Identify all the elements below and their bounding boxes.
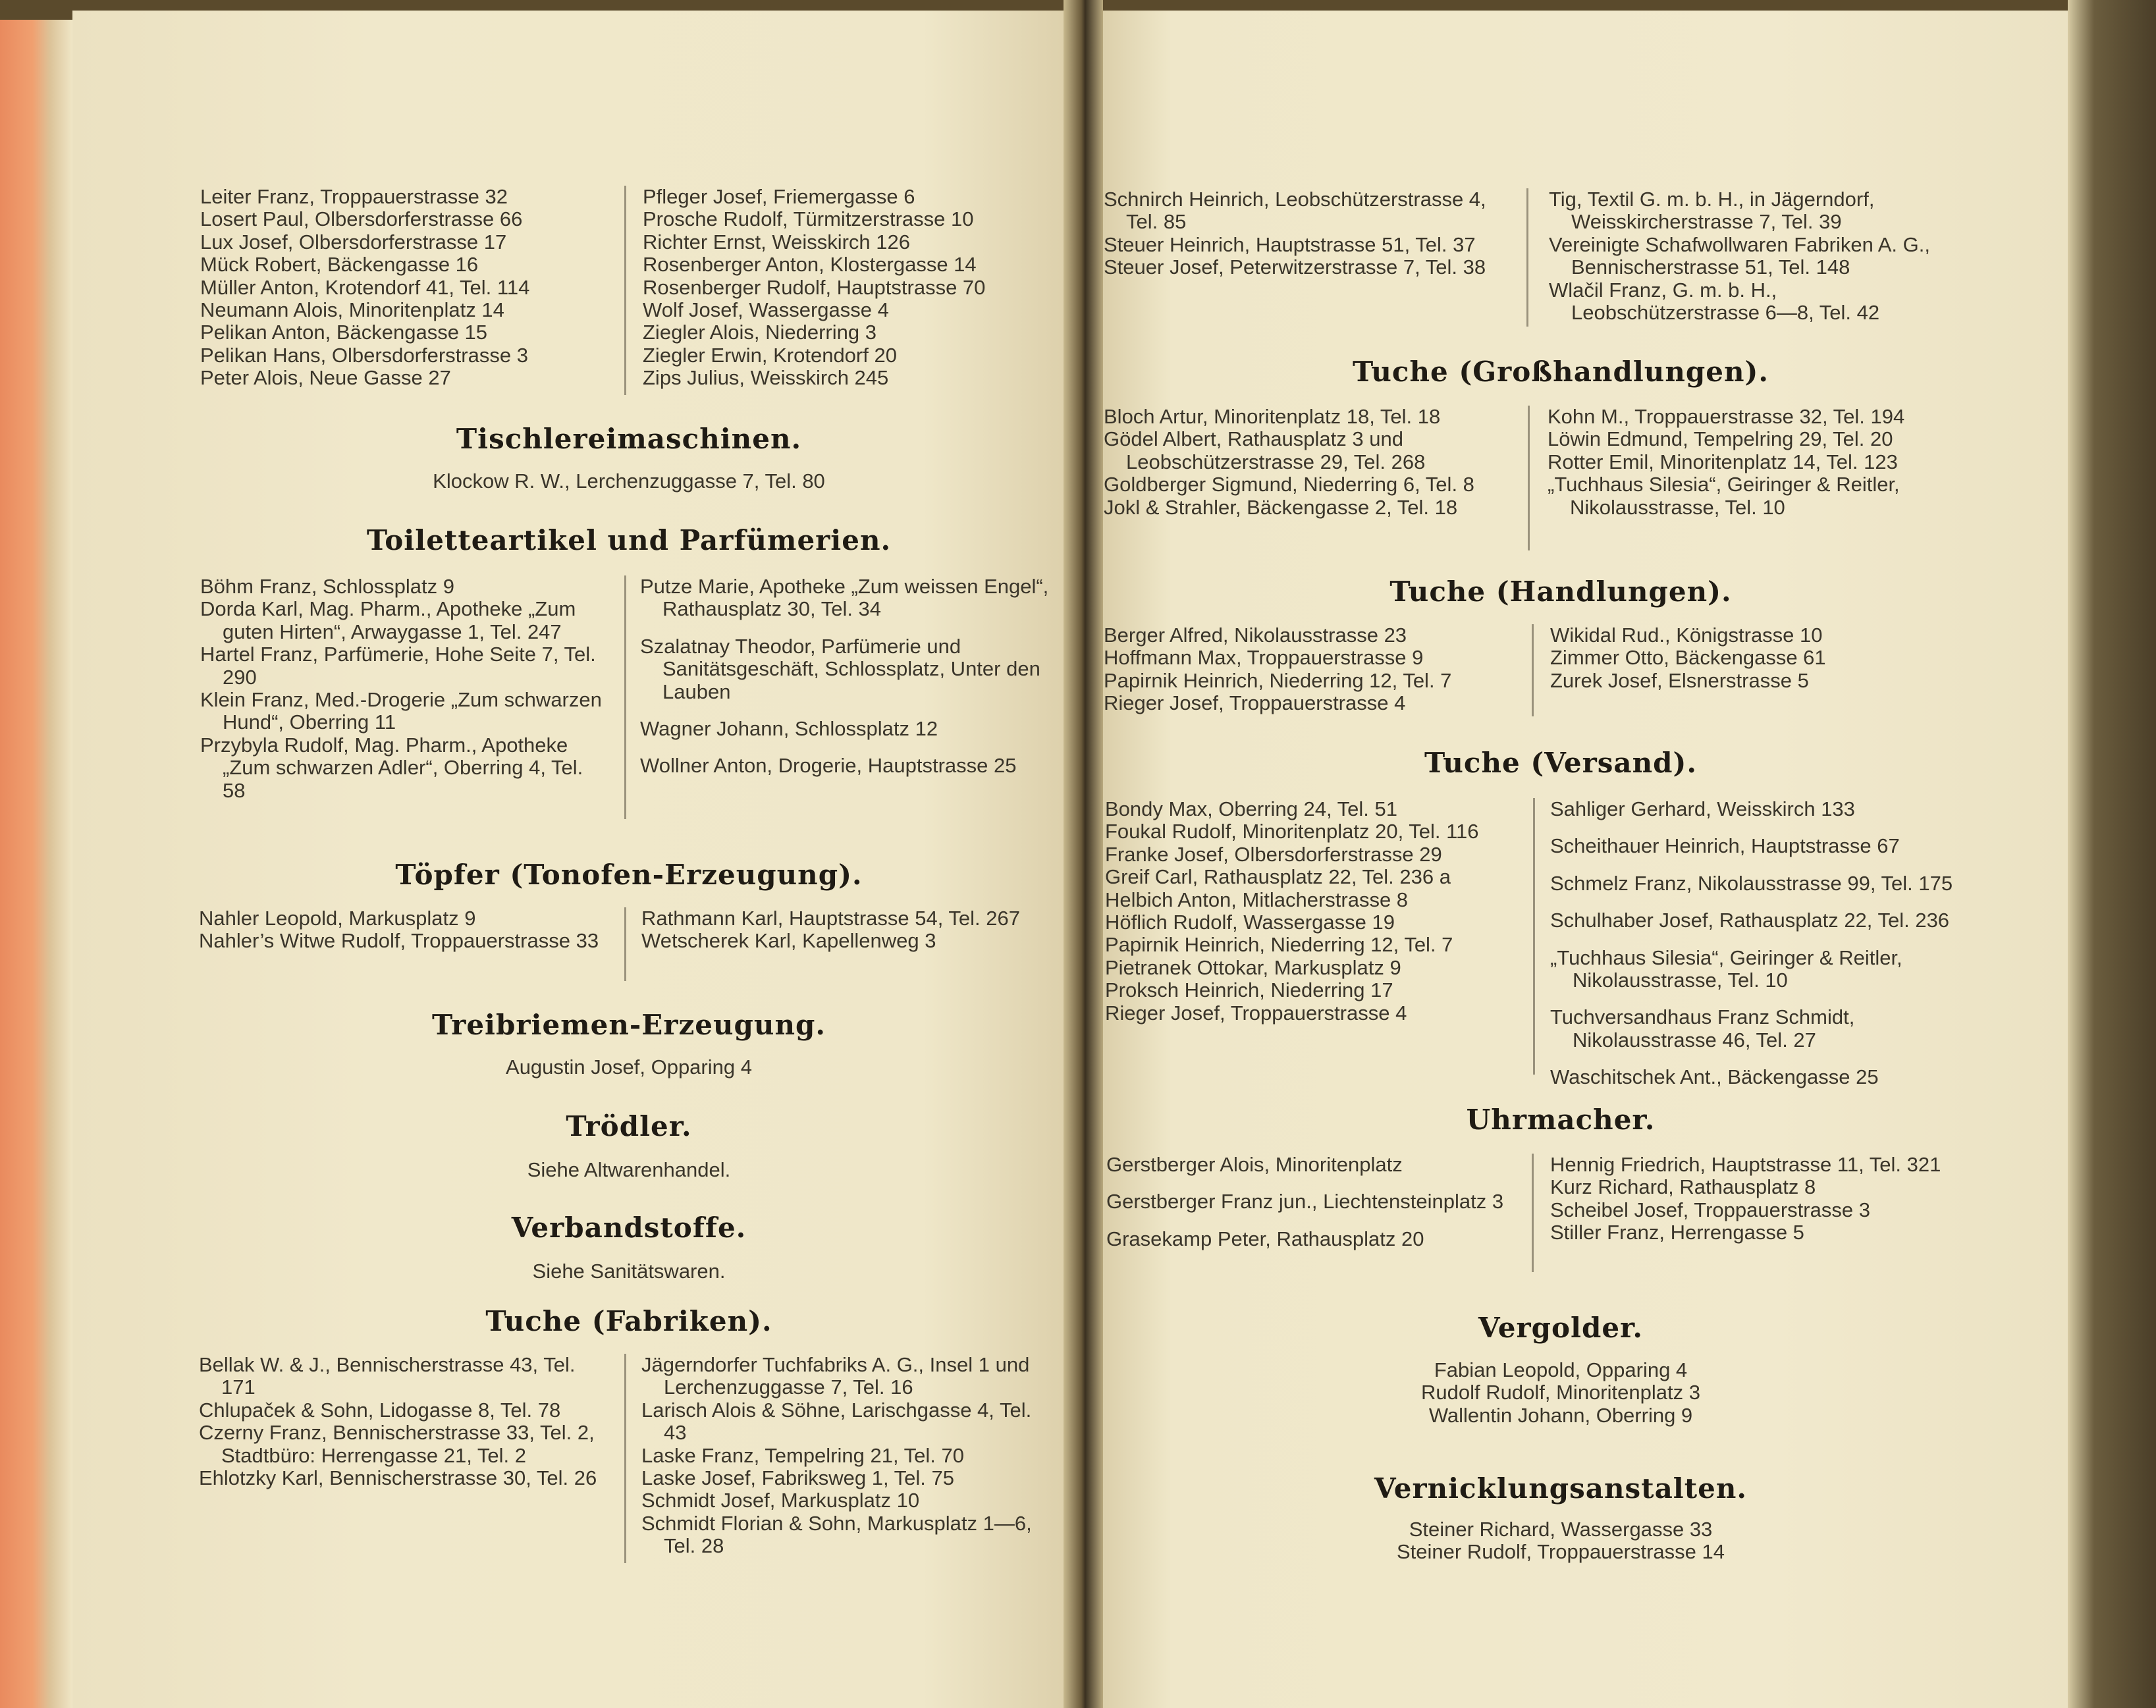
right-top-col1 [1104,188,1512,279]
directory-entry: Schulhaber Josef, Rathausplatz 22, Tel. 236 [1550,909,1950,932]
directory-entry: Wollner Anton, Drogerie, Hauptstrasse 25 [640,754,1017,778]
directory-entry: Wagner Johann, Schlossplatz 12 [640,717,938,741]
directory-entry: Steiner Richard, Wassergasse 33 [1409,1518,1713,1541]
heading-toepfer: Töpfer (Tonofen-Erzeugung). [395,859,863,891]
directory-entry: Tig, Textil G. m. b. H., in Jägerndorf, Weisskircherstrasse 7, Tel. 39 [1549,188,1875,234]
column-divider [624,1354,626,1563]
directory-entry: Klein Franz, Med.-Drogerie „Zum schwarzen Hund“, Oberring 11 [200,688,602,734]
heading-troedler: Trödler. [566,1110,692,1142]
column-divider [1528,406,1530,550]
directory-entry: Greif Carl, Rathausplatz 22, Tel. 236 a [1105,865,1451,889]
directory-entry: Pelikan Hans, Olbersdorferstrasse 3 [200,343,528,367]
directory-entry: Rieger Josef, Troppauerstrasse 4 [1105,1001,1407,1025]
directory-entry: Nahler Leopold, Markusplatz 9 [199,907,476,930]
column-divider [624,186,626,395]
directory-entry: Steuer Josef, Peterwitzerstrasse 7, Tel. 38 [1104,255,1486,279]
directory-entry: Neumann Alois, Minoritenplatz 14 [200,298,504,322]
column-divider [1533,798,1535,1075]
directory-entry: Pelikan Anton, Bäckengasse 15 [200,321,488,344]
fabriken-col2 [641,1354,1056,1558]
directory-entry: Scheibel Josef, Troppauerstrasse 3 [1550,1198,1870,1221]
directory-entry: Zimmer Otto, Bäckengasse 61 [1550,646,1826,670]
directory-entry: Helbich Anton, Mitlacherstrasse 8 [1105,888,1409,911]
directory-entry: Ziegler Alois, Niederring 3 [643,321,876,344]
directory-entry: „Tuchhaus Silesia“, Geiringer & Reitler, Nikolausstrasse, Tel. 10 [1548,473,1900,519]
directory-entry: Proksch Heinrich, Niederring 17 [1105,978,1393,1002]
directory-entry: Stiller Franz, Herrengasse 5 [1550,1221,1804,1244]
directory-entry: Jägerndorfer Tuchfabriks A. G., Insel 1 und Lerchenzuggasse 7, Tel. 16 [641,1353,1030,1399]
directory-entry: Pfleger Josef, Friemergasse 6 [643,185,915,208]
handlungen-col2 [1550,624,1972,692]
directory-entry: Pietranek Ottokar, Markusplatz 9 [1105,955,1401,979]
directory-entry: Rieger Josef, Troppauerstrasse 4 [1104,691,1406,715]
entry-augustin: Augustin Josef, Opparing 4 [506,1055,752,1079]
heading-tischlereimaschinen: Tischlereimaschinen. [456,423,802,455]
directory-entry: Fabian Leopold, Opparing 4 [1434,1358,1688,1381]
directory-entry: Zips Julius, Weisskirch 245 [643,366,889,390]
directory-entry: Papirnik Heinrich, Niederring 12, Tel. 7 [1105,933,1453,957]
directory-entry: Rosenberger Rudolf, Hauptstrasse 70 [643,275,986,299]
directory-entry: Wikidal Rud., Königstrasse 10 [1550,624,1823,647]
directory-entry: Schnirch Heinrich, Leobschützerstrasse 4, Tel. 85 [1104,188,1486,234]
directory-entry: Leiter Franz, Troppauerstrasse 32 [200,185,508,208]
directory-entry: Sahliger Gerhard, Weisskirch 133 [1550,797,1855,820]
heading-vergolder: Vergolder. [1478,1312,1643,1344]
heading-tuche-gross: Tuche (Großhandlungen). [1353,356,1769,388]
toilette-col1 [200,575,608,802]
right-top-col2 [1549,188,1970,324]
directory-entry: Foukal Rudolf, Minoritenplatz 20, Tel. 116 [1105,820,1479,843]
directory-entry: Jokl & Strahler, Bäckengasse 2, Tel. 18 [1104,495,1458,519]
directory-entry: Höflich Rudolf, Wassergasse 19 [1105,911,1395,934]
directory-entry: Waschitschek Ant., Bäckengasse 25 [1550,1065,1879,1089]
directory-entry: Losert Paul, Olbersdorferstrasse 66 [200,207,523,231]
directory-entry: Dorda Karl, Mag. Pharm., Apotheke „Zum guten Hirten“, Arwaygasse 1, Tel. 247 [200,597,576,643]
directory-entry: Kohn M., Troppauerstrasse 32, Tel. 194 [1548,405,1905,428]
entry-troedler: Siehe Altwarenhandel. [527,1158,731,1181]
directory-entry: Wlačil Franz, G. m. b. H., Leobschützerstrasse 6—8, Tel. 42 [1549,278,1880,325]
directory-entry: Czerny Franz, Bennischerstrasse 33, Tel. 2, Stadtbüro: Herrengasse 21, Tel. 2 [199,1421,595,1467]
directory-entry: Hennig Friedrich, Hauptstrasse 11, Tel. 321 [1550,1153,1941,1176]
versand-col2 [1550,798,1978,1089]
directory-entry: Wallentin Johann, Oberring 9 [1428,1403,1693,1427]
directory-entry: Ziegler Erwin, Krotendorf 20 [643,343,897,367]
directory-entry: Szalatnay Theodor, Parfümerie und Sanitätsgeschäft, Schlossplatz, Unter den Lauben [640,634,1040,703]
directory-entry: Schmidt Florian & Sohn, Markusplatz 1—6, Tel. 28 [641,1511,1032,1558]
directory-entry: Papirnik Heinrich, Niederring 12, Tel. 7 [1104,668,1452,692]
directory-entry: Bloch Artur, Minoritenplatz 18, Tel. 18 [1104,405,1441,428]
heading-uhrmacher: Uhrmacher. [1466,1104,1656,1136]
column-divider [1526,188,1528,327]
directory-entry: Hoffmann Max, Troppauerstrasse 9 [1104,646,1424,670]
directory-entry: Rudolf Rudolf, Minoritenplatz 3 [1421,1381,1700,1404]
directory-entry: Hartel Franz, Parfümerie, Hohe Seite 7, Tel. 290 [200,643,596,689]
toepfer-col1 [199,907,607,953]
directory-entry: Putze Marie, Apotheke „Zum weissen Engel“, Rathausplatz 30, Tel. 34 [640,575,1049,621]
directory-entry: Przybyla Rudolf, Mag. Pharm., Apotheke „Zum schwarzen Adler“, Oberring 4, Tel. 58 [200,733,583,802]
directory-entry: Tuchversandhaus Franz Schmidt, Nikolausstrasse 46, Tel. 27 [1550,1005,1855,1052]
entry-klockow: Klockow R. W., Lerchenzuggasse 7, Tel. 80 [433,469,825,493]
gross-col1 [1104,406,1523,519]
directory-entry: Scheithauer Heinrich, Hauptstrasse 67 [1550,834,1900,858]
directory-entry: Wetscherek Karl, Kapellenweg 3 [641,929,936,953]
directory-entry: Larisch Alois & Söhne, Larischgasse 4, Tel. 43 [641,1398,1032,1445]
directory-entry: Richter Ernst, Weisskirch 126 [643,230,910,254]
entry-verbandstoffe: Siehe Sanitätswaren. [532,1260,726,1283]
book-gutter [1064,0,1103,1708]
directory-entry: Bellak W. & J., Bennischerstrasse 43, Tel. 171 [199,1353,576,1399]
directory-entry: Laske Josef, Fabriksweg 1, Tel. 75 [641,1466,955,1490]
heading-tuche-fabriken: Tuche (Fabriken). [485,1305,772,1337]
uhrmacher-col2 [1550,1154,1972,1244]
column-divider [1532,624,1534,716]
directory-entry: Ehlotzky Karl, Bennischerstrasse 30, Tel. 26 [199,1466,597,1490]
directory-entry: Berger Alfred, Nikolausstrasse 23 [1104,624,1407,647]
heading-treibriemen: Treibriemen-Erzeugung. [432,1009,826,1041]
directory-entry: Steiner Rudolf, Troppauerstrasse 14 [1397,1540,1725,1564]
directory-entry: Grasekamp Peter, Rathausplatz 20 [1106,1227,1424,1250]
toepfer-col2 [641,907,1050,953]
directory-entry: Lux Josef, Olbersdorferstrasse 17 [200,230,507,254]
directory-entry: Schmidt Josef, Markusplatz 10 [641,1489,920,1512]
directory-entry: Gödel Albert, Rathausplatz 3 und Leobschützerstrasse 29, Tel. 268 [1104,427,1426,473]
handlungen-col1 [1104,624,1525,715]
directory-entry: Peter Alois, Neue Gasse 27 [200,366,451,390]
directory-entry: Gerstberger Franz jun., Liechtensteinplatz 3 [1106,1190,1504,1214]
directory-entry: Müller Anton, Krotendorf 41, Tel. 114 [200,275,530,299]
directory-entry: Rotter Emil, Minoritenplatz 14, Tel. 123 [1548,450,1898,473]
directory-entry: Laske Franz, Tempelring 21, Tel. 70 [641,1443,964,1467]
directory-entry: Steuer Heinrich, Hauptstrasse 51, Tel. 37 [1104,232,1476,256]
page-stack-left-edge [0,20,72,1708]
directory-entry: Löwin Edmund, Tempelring 29, Tel. 20 [1548,427,1893,451]
directory-entry: Nahler’s Witwe Rudolf, Troppauerstrasse 33 [199,929,599,953]
heading-tuche-handlungen: Tuche (Handlungen). [1389,575,1732,608]
uhrmacher-col1 [1106,1154,1521,1250]
directory-entry: Gerstberger Alois, Minoritenplatz [1106,1153,1403,1176]
directory-entry: Chlupaček & Sohn, Lidogasse 8, Tel. 78 [199,1398,561,1422]
directory-entry: Prosche Rudolf, Türmitzerstrasse 10 [643,207,974,231]
toilette-col2 [640,575,1055,778]
versand-col1 [1105,798,1524,1025]
directory-entry: Schmelz Franz, Nikolausstrasse 99, Tel. 175 [1550,871,1953,895]
column-divider [1532,1154,1534,1272]
directory-entry: Böhm Franz, Schlossplatz 9 [200,575,454,598]
vernicklung-entries [1100,1518,2022,1564]
directory-entry: Mück Robert, Bäckengasse 16 [200,253,479,277]
heading-toiletteartikel: Toiletteartikel und Parfümerien. [366,524,892,556]
heading-vernicklung: Vernicklungsanstalten. [1374,1472,1748,1505]
directory-entry: Wolf Josef, Wassergasse 4 [643,298,889,322]
left-top-col1 [200,186,622,390]
directory-entry: Bondy Max, Oberring 24, Tel. 51 [1105,797,1398,820]
gross-col2 [1548,406,1976,519]
directory-entry: Franke Josef, Olbersdorferstrasse 29 [1105,842,1442,866]
column-divider [624,575,626,819]
heading-verbandstoffe: Verbandstoffe. [511,1212,747,1244]
directory-entry: Goldberger Sigmund, Niederring 6, Tel. 8 [1104,473,1474,496]
heading-tuche-versand: Tuche (Versand). [1424,747,1698,779]
left-top-col2 [643,186,1064,390]
directory-entry: Kurz Richard, Rathausplatz 8 [1550,1175,1816,1199]
fabriken-col1 [199,1354,608,1489]
directory-entry: Zurek Josef, Elsnerstrasse 5 [1550,668,1809,692]
directory-entry: „Tuchhaus Silesia“, Geiringer & Reitler, Nikolausstrasse, Tel. 10 [1550,946,1902,992]
column-divider [624,907,626,981]
directory-entry: Rosenberger Anton, Klostergasse 14 [643,253,977,277]
book-cover-right-edge [2068,0,2156,1708]
directory-entry: Vereinigte Schafwollwaren Fabriken A. G., Bennischerstrasse 51, Tel. 148 [1549,232,1930,279]
directory-entry: Rathmann Karl, Hauptstrasse 54, Tel. 267 [641,907,1020,930]
vergolder-entries [1100,1359,2022,1427]
